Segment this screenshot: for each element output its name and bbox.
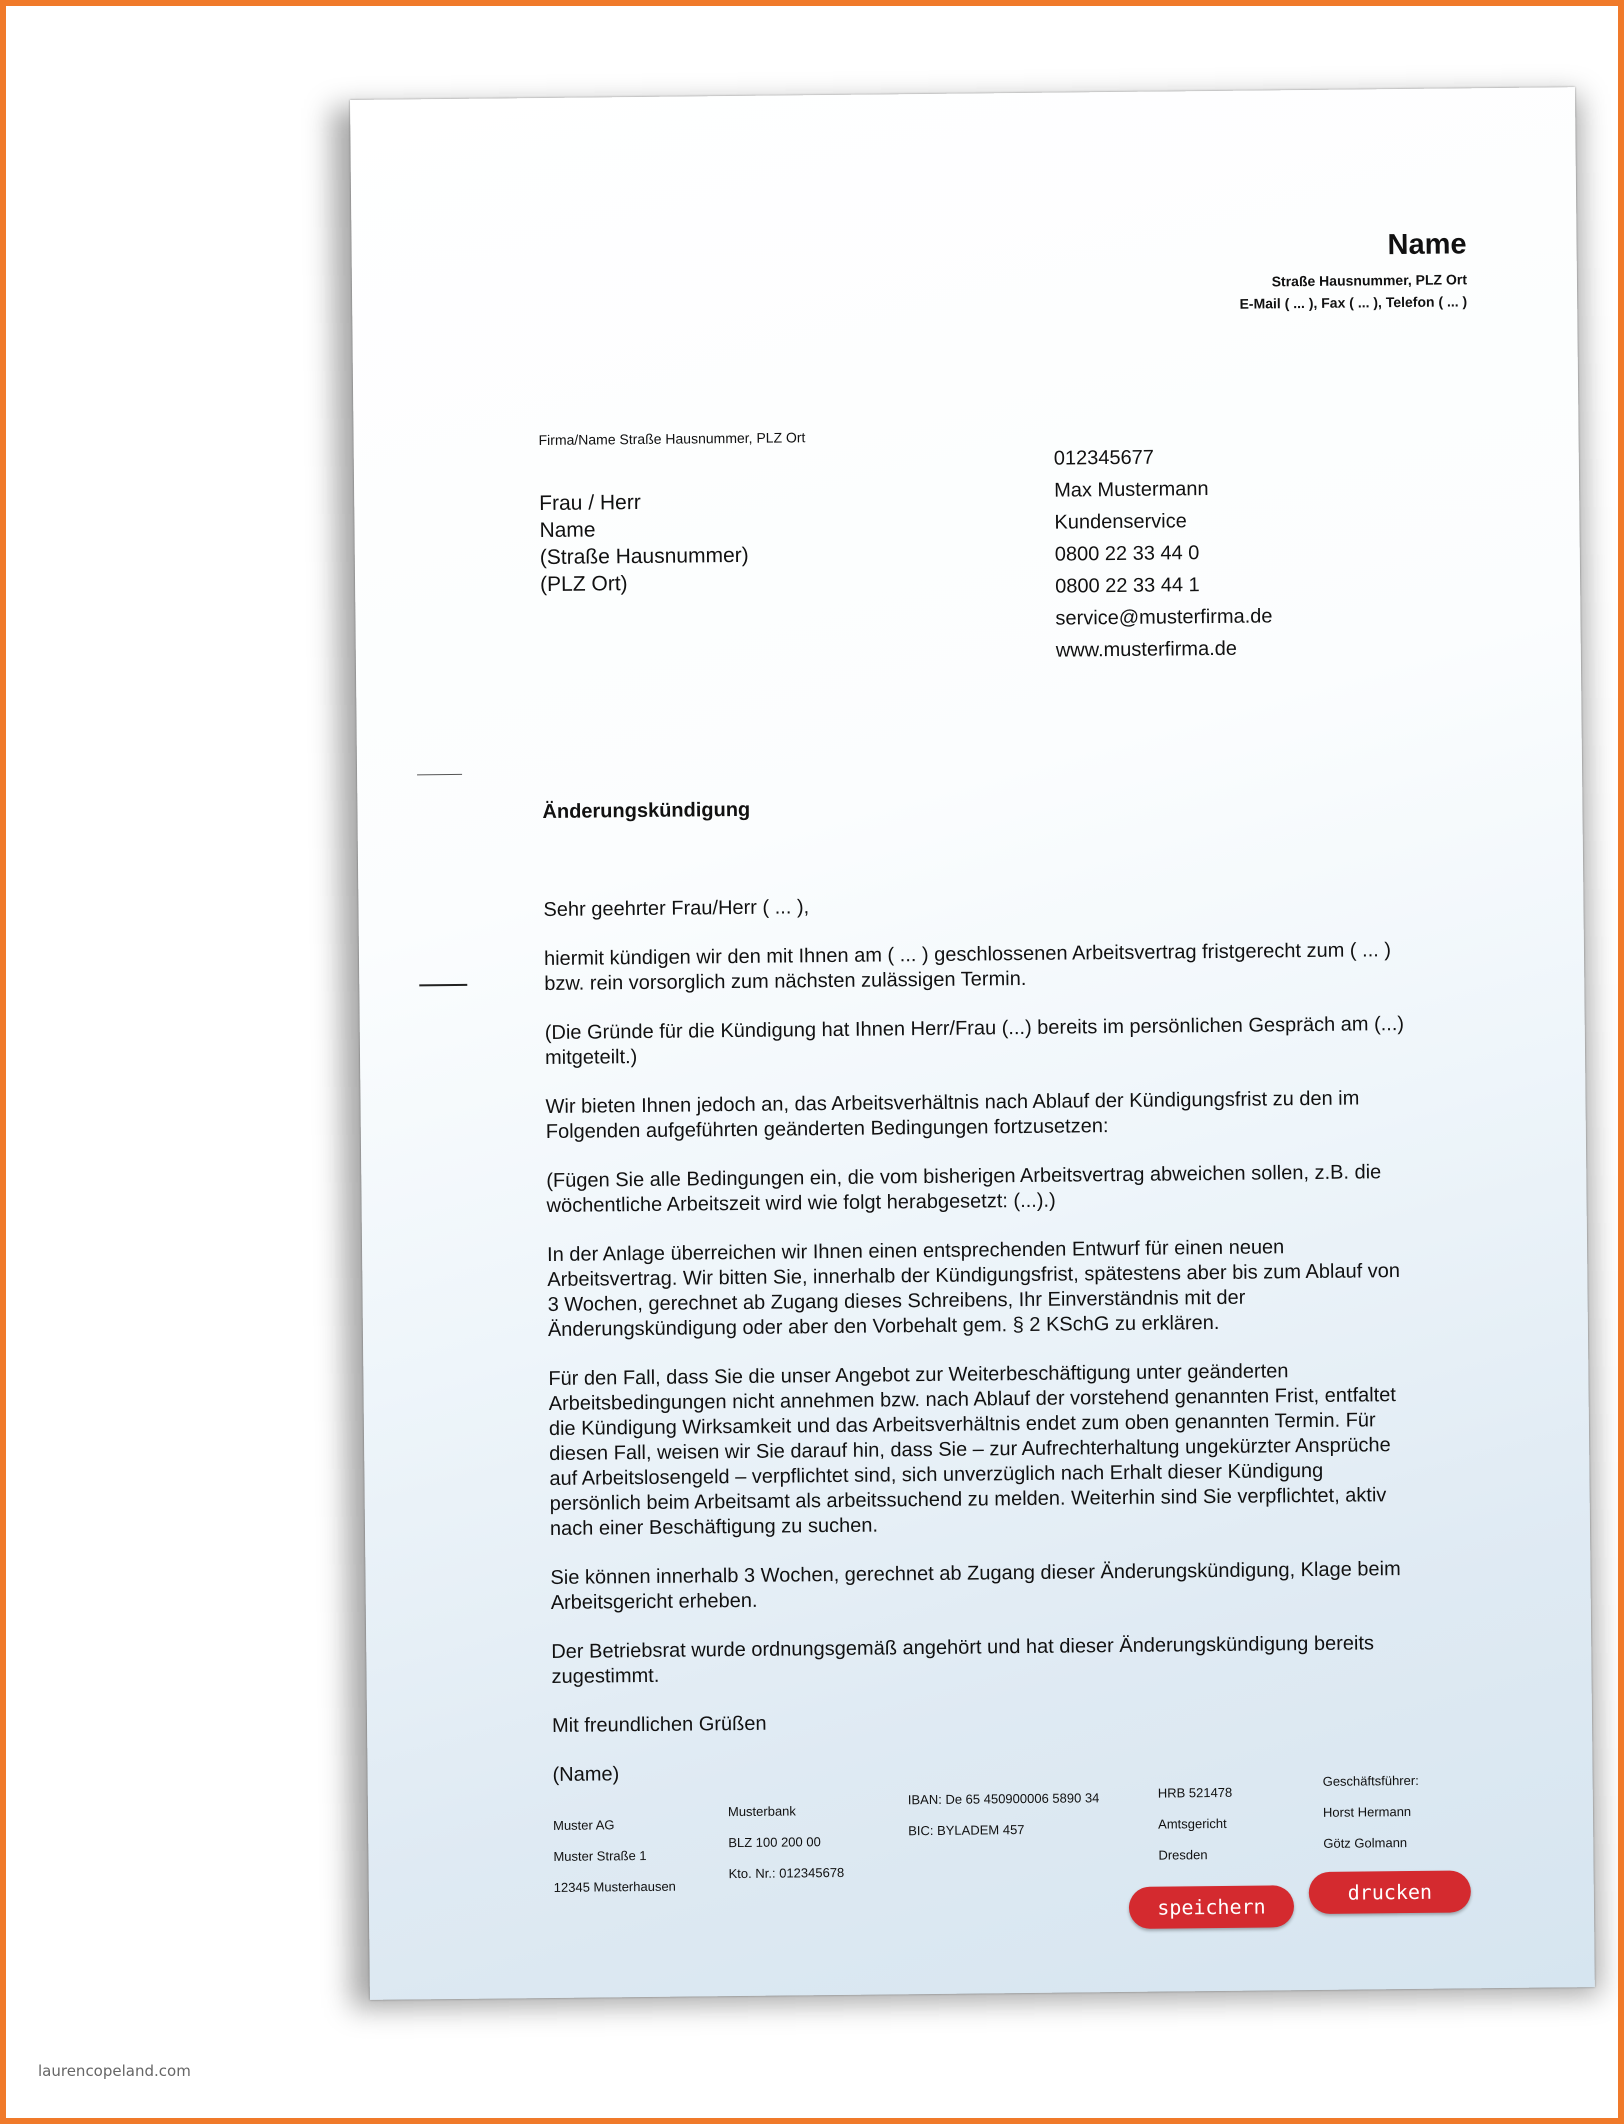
footer-line: Kto. Nr.: 012345678 [728, 1864, 845, 1882]
recipient-line: (PLZ Ort) [539, 572, 628, 597]
return-address: Firma/Name Straße Hausnummer, PLZ Ort [538, 429, 806, 449]
recipient-line: (Straße Hausnummer) [539, 543, 749, 570]
print-button[interactable]: drucken [1309, 1870, 1471, 1914]
signature-name: (Name) [552, 1763, 620, 1786]
recipient-line: Frau / Herr [539, 490, 641, 516]
reference-number: 012345677 [1053, 446, 1155, 470]
body-paragraph: (Die Gründe für die Kündigung hat Ihnen Herr/Frau (...) bereits im persönlichen Gespräch am (...) mitgeteilt.) [544, 1013, 1405, 1070]
footer-management [1322, 1765, 1419, 1859]
contact-phone: 0800 22 33 44 0 [1054, 542, 1200, 566]
footer-line: Muster AG [553, 1817, 615, 1833]
footer-iban [908, 1782, 1100, 1846]
footer-line: Amtsgericht [1158, 1815, 1227, 1832]
body-paragraph: Wir bieten Ihnen jedoch an, das Arbeitsverhältnis nach Ablauf der Kündigungsfrist zu den im Folgenden aufgeführten geänderten Bedingungen fortzusetzen: [545, 1087, 1360, 1144]
footer-line: BIC: BYLADEM 457 [908, 1822, 1025, 1839]
recipient-block [539, 488, 749, 598]
body-paragraph: In der Anlage überreichen wir Ihnen einen entsprechenden Entwurf für einen neuen Arbeitsvertrag. Wir bitten Sie, innerhalb der Kündigungsfrist, spätestens aber bis zum Ablauf von 3 Wochen, gerechnet ab Zugang dieses Schreibens, Ihr Einverständnis mit der Änderungskündigung oder aber den Vorbehalt gem. § 2 KSchG zu erklären. [546, 1236, 1401, 1341]
body-paragraph: Für den Fall, dass Sie die unser Angebot zur Weiterbeschäftigung unter geänderten Arbeitsbedingungen nicht annehmen bzw. nach Ablauf der vorstehend genannten Frist, entfaltet die Kündigung Wirksamkeit und das Arbeitsverhältnis endet zum oben genannten Termin. Für diesen Fall, weisen wir Sie darauf hin, dass Sie – zur Aufrechterhaltung ungekürzter Ansprüche auf Arbeitslosengeld – verpflichtet sind, sich unverzüglich nach Erhalt dieser Kündigung persönlich beim Arbeitsamt als arbeitssuchend zu melden. Weiterhin sind Sie verpflichtet, aktiv nach einer Beschäftigung zu suchen. [548, 1360, 1396, 1540]
watermark: laurencopeland.com [38, 2062, 191, 2080]
body-paragraph: Sie können innerhalb 3 Wochen, gerechnet ab Zugang dieser Änderungskündigung, Klage beim Arbeitsgericht erheben. [550, 1558, 1401, 1614]
footer-bank [728, 1795, 845, 1889]
footer-company [553, 1809, 676, 1903]
body-paragraph: Der Betriebsrat wurde ordnungsgemäß angehört und hat dieser Änderungskündigung bereits zugestimmt. [551, 1632, 1375, 1688]
contact-website: www.musterfirma.de [1055, 637, 1238, 662]
footer-line: Geschäftsführer: [1322, 1772, 1419, 1789]
footer-line: HRB 521478 [1157, 1784, 1233, 1801]
footer-line: Horst Hermann [1322, 1803, 1412, 1820]
contact-department: Kundenservice [1054, 510, 1187, 534]
contact-fax: 0800 22 33 44 1 [1055, 574, 1200, 598]
fold-mark-top [417, 774, 462, 775]
footer-line: BLZ 100 200 00 [728, 1834, 821, 1851]
sender-contact-line: E-Mail ( ... ), Fax ( ... ), Telefon ( ... ) [1239, 293, 1468, 312]
body-paragraph: (Fügen Sie alle Bedingungen ein, die vom bisherigen Arbeitsvertrag abweichen sollen, z.B. die wöchentliche Arbeitszeit wird wie folgt herabgesetzt: (...).) [546, 1161, 1382, 1218]
contact-person: Max Mustermann [1054, 478, 1209, 502]
footer-register [1158, 1777, 1233, 1871]
contact-block [1054, 440, 1273, 666]
document-page [350, 87, 1595, 2000]
save-button[interactable]: speichern [1129, 1885, 1294, 1929]
body-paragraph: hiermit kündigen wir den mit Ihnen am ( ... ) geschlossenen Arbeitsvertrag fristgerecht zum ( ... ) bzw. rein vorsorglich zum nächsten zulässigen Termin. [543, 939, 1392, 996]
letter-body [543, 889, 1418, 1812]
footer-line: Götz Golmann [1323, 1835, 1408, 1851]
letter-subject: Änderungskündigung [542, 798, 751, 824]
footer-line: IBAN: De 65 450900006 5890 34 [907, 1790, 1100, 1808]
footer-line: Musterbank [727, 1803, 796, 1820]
footer-line: 12345 Musterhausen [553, 1878, 676, 1895]
sender-address: Straße Hausnummer, PLZ Ort [1271, 271, 1468, 290]
contact-email: service@musterfirma.de [1055, 605, 1273, 630]
salutation: Sehr geehrter Frau/Herr ( ... ), [543, 896, 810, 922]
closing: Mit freundlichen Grüßen [551, 1712, 767, 1737]
footer-line: Dresden [1158, 1847, 1208, 1863]
footer-line: Muster Straße 1 [553, 1847, 647, 1864]
sender-name: Name [1387, 228, 1467, 262]
punch-mark [419, 984, 467, 987]
recipient-line: Name [539, 518, 596, 543]
